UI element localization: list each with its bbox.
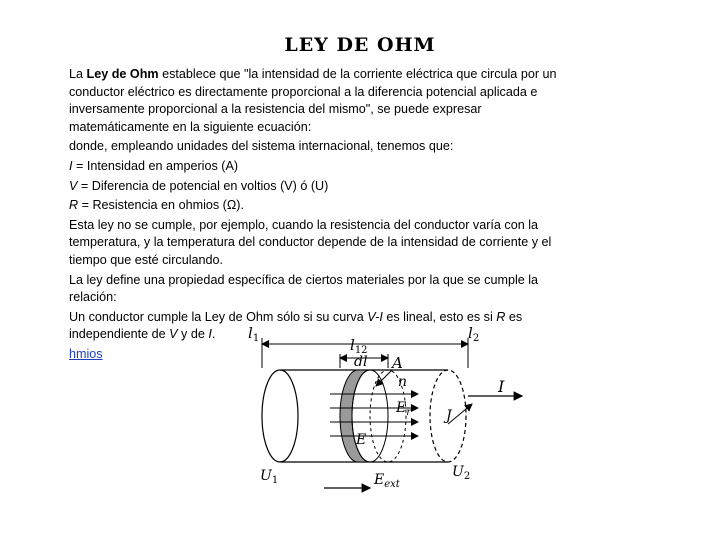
label-Eext: $E_{ext}$ xyxy=(374,472,400,490)
definition-resistance xyxy=(69,197,569,215)
text-run: . xyxy=(211,327,216,342)
ohmios-link[interactable]: hmios xyxy=(69,346,103,361)
symbol: I xyxy=(69,158,73,173)
slice-dl xyxy=(340,370,370,462)
text-run: y de xyxy=(177,327,209,342)
left-end-face xyxy=(262,370,298,462)
slice-face xyxy=(352,370,388,462)
label-I: I xyxy=(498,377,505,396)
paragraph-units: donde, empleando unidades del sistema internacional, tenemos que: xyxy=(69,139,454,154)
conductor-diagram xyxy=(240,320,530,500)
definition-intensity xyxy=(69,158,569,176)
paragraph-exception: Esta ley no se cumple, por ejemplo, cuando la resistencia del conductor varía con la temperatura, y la temperatura del conductor depende de la intensidad de corriente y el tiempo que esté circulando. xyxy=(69,217,552,267)
text-run: es independiente de xyxy=(69,309,523,342)
label-U2: $U_2$ xyxy=(452,464,471,482)
label-Er: $E_r$ xyxy=(396,400,412,418)
text-run: = Resistencia en ohmios (Ω). xyxy=(78,198,244,213)
paragraph-property: La ley define una propiedad específica de ciertos materiales por la que se cumple la relación: xyxy=(69,272,539,305)
definition-voltage xyxy=(69,178,569,196)
page-title: LEY DE OHM xyxy=(284,34,436,56)
symbol: V xyxy=(169,327,178,342)
symbol: I xyxy=(208,327,212,342)
label-l2: $l_2$ xyxy=(468,324,480,344)
symbol: V-I xyxy=(367,309,383,324)
bold-term: Ley de Ohm xyxy=(86,67,159,81)
label-dl: dl xyxy=(354,354,368,370)
label-l1: $l_1$ xyxy=(248,324,260,344)
symbol: R xyxy=(69,198,79,213)
text-run: La xyxy=(69,67,87,81)
label-n: n xyxy=(398,374,408,390)
label-A: A xyxy=(392,354,403,372)
symbol: V xyxy=(69,178,78,193)
text-run: Un conductor cumple la Ley de Ohm sólo si su curva xyxy=(69,309,368,324)
text-run: = Intensidad en amperios (A) xyxy=(72,158,239,173)
label-J: J xyxy=(446,408,452,424)
text-run: establece que "la intensidad de la corriente eléctrica que circula por un conductor eléctrico es directamente proporcional a la diferencia potencial aplicada e inversamente proporcional a la resistencia del mismo", se puede expresar matemáticamente en la siguiente ecuación: xyxy=(69,67,557,134)
label-E: E xyxy=(356,432,367,448)
text-run: = Diferencia de potencial en voltios (V) ó (U) xyxy=(77,178,329,193)
symbol: R xyxy=(496,309,506,324)
paragraph-definition xyxy=(69,66,569,136)
label-U1: $U_1$ xyxy=(260,468,279,486)
text-run: es lineal, esto es si xyxy=(382,309,497,324)
label-l12: $l_{12}$ xyxy=(350,336,368,356)
